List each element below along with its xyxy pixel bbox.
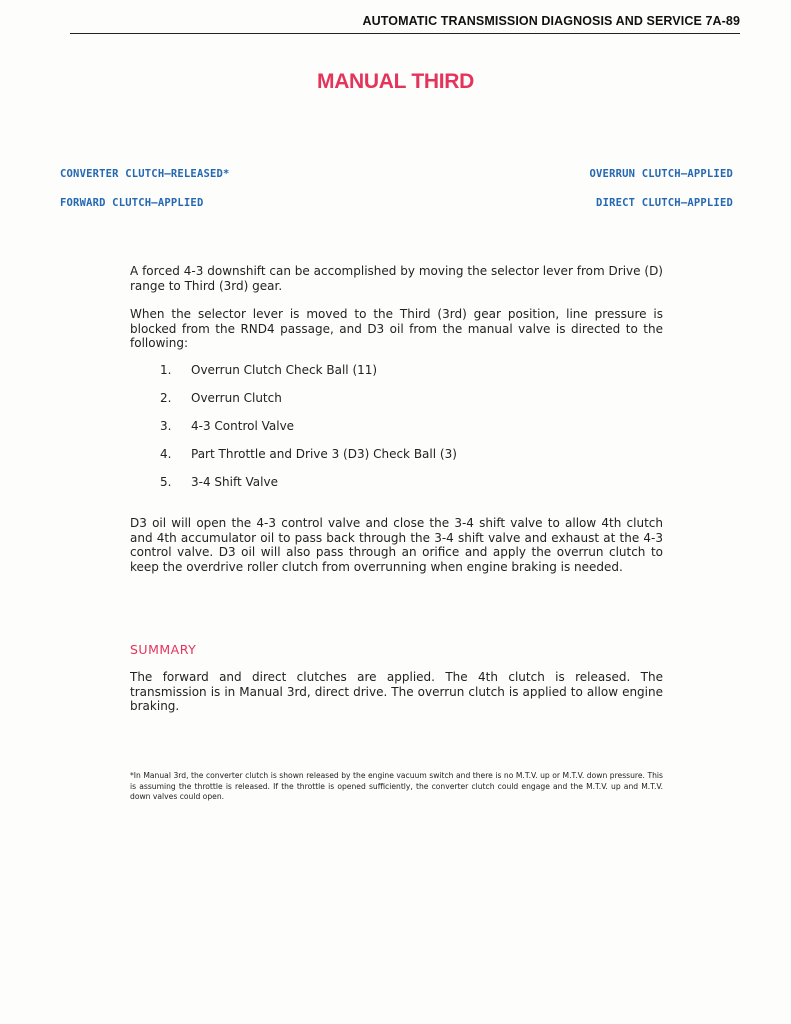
summary-paragraph: The forward and direct clutches are applied. The 4th clutch is released. The transmission is in Manual 3rd, direct drive. The overrun clutch is applied to allow engine braking. [130,670,663,713]
running-title: AUTOMATIC TRANSMISSION DIAGNOSIS AND SERVICE 7A-89 [362,14,740,28]
summary-heading: SUMMARY [130,642,197,657]
list-text: Part Throttle and Drive 3 (D3) Check Ball (3) [191,447,457,461]
d3-oil-paragraph: D3 oil will open the 4-3 control valve and close the 3-4 shift valve to allow 4th clutch and 4th accumulator oil to pass back through the 3-4 shift valve and exhaust at the 4-3 control valve. D3 oil will also pass through an orifice and apply the overrun clutch to keep the overdrive roller clutch from overrunning when engine braking is needed. [130,516,663,574]
list-number: 5. [160,475,172,489]
list-number: 3. [160,419,172,433]
page-title: MANUAL THIRD [317,70,474,93]
footnote: *In Manual 3rd, the converter clutch is shown released by the engine vacuum switch and there is no M.T.V. up or M.T.V. down pressure. This is assuming the throttle is released. If the throttle is opened sufficiently, the converter clutch could engage and the M.T.V. up and M.T.V. down valves could open. [130,771,663,801]
overrun-clutch-status: OVERRUN CLUTCH–APPLIED [589,168,733,180]
list-text: 3-4 Shift Valve [191,475,278,489]
list-number: 2. [160,391,172,405]
list-text: Overrun Clutch [191,391,282,405]
list-number: 4. [160,447,172,461]
converter-clutch-status: CONVERTER CLUTCH–RELEASED* [60,168,230,180]
forward-clutch-status: FORWARD CLUTCH–APPLIED [60,197,204,209]
intro-paragraph: A forced 4-3 downshift can be accomplished by moving the selector lever from Drive (D) range to Third (3rd) gear. [130,264,663,293]
directed-paragraph: When the selector lever is moved to the Third (3rd) gear position, line pressure is blocked from the RND4 passage, and D3 oil from the manual valve is directed to the following: [130,307,663,350]
list-text: 4-3 Control Valve [191,419,295,433]
list-text: Overrun Clutch Check Ball (11) [191,363,378,377]
direct-clutch-status: DIRECT CLUTCH–APPLIED [596,197,733,209]
list-number: 1. [160,363,172,377]
page-header [70,14,740,34]
